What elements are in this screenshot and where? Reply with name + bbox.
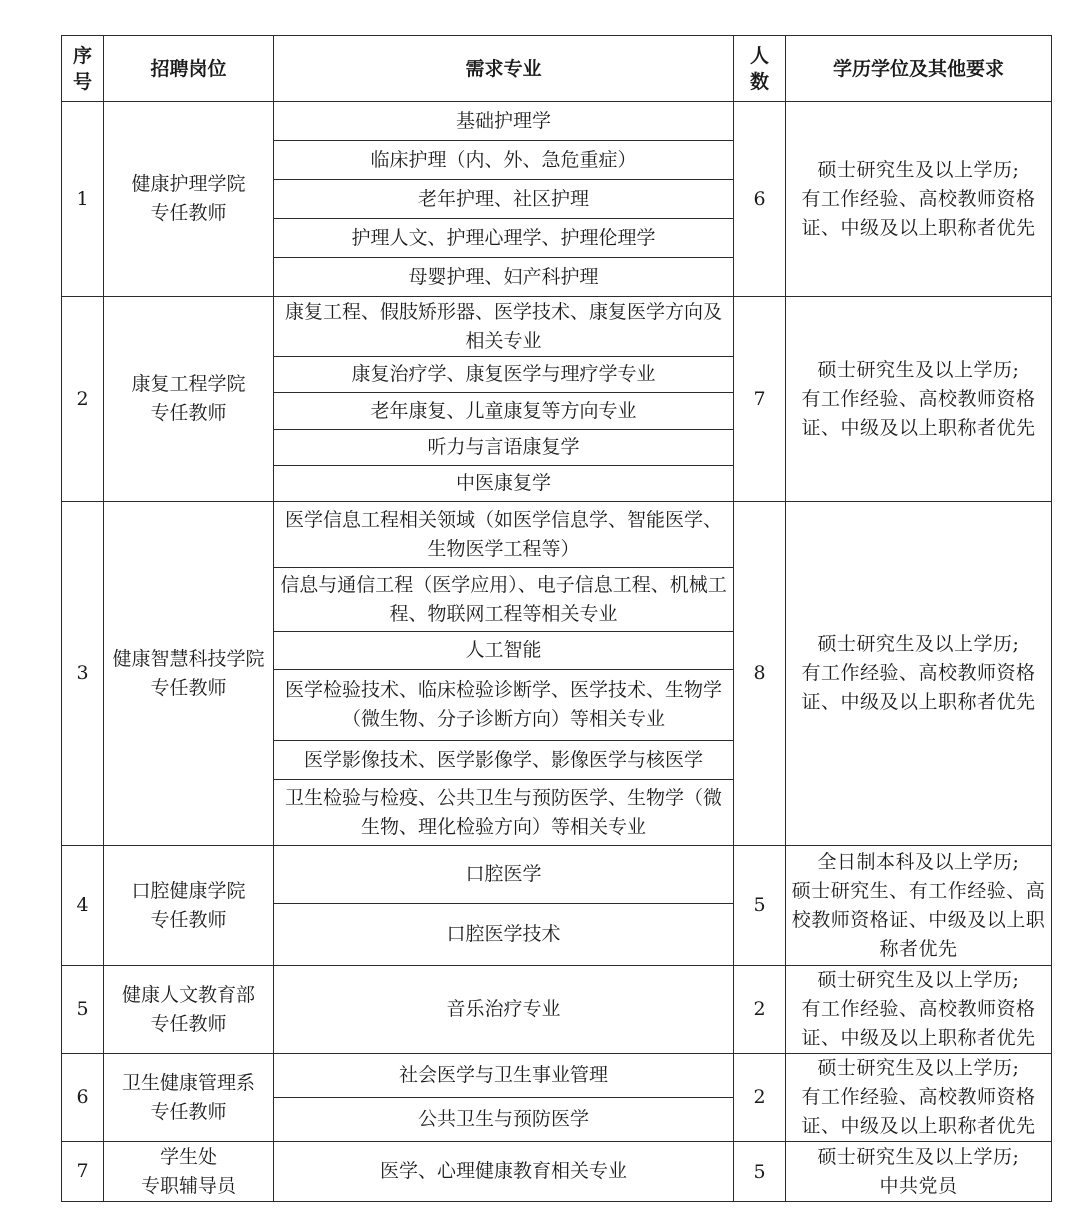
major-cell: 医学检验技术、临床检验诊断学、医学技术、生物学（微生物、分子诊断方向）等相关专业 [274,670,734,741]
table-row [62,1054,1052,1098]
major-cell: 母婴护理、妇产科护理 [274,258,734,297]
major-cell: 医学信息工程相关领域（如医学信息学、智能医学、生物医学工程等） [274,502,734,568]
header-major: 需求专业 [274,36,734,102]
row-no: 4 [62,846,104,966]
major-cell: 口腔医学 [274,846,734,904]
row-count: 5 [734,846,786,966]
row-count: 5 [734,1142,786,1202]
row-position: 健康人文教育部 专任教师 [104,966,274,1054]
row-requirements: 硕士研究生及以上学历; 有工作经验、高校教师资格证、中级及以上职称者优先 [786,502,1052,846]
row-position: 卫生健康管理系 专任教师 [104,1054,274,1142]
major-cell: 康复治疗学、康复医学与理疗学专业 [274,357,734,393]
row-position: 健康智慧科技学院 专任教师 [104,502,274,846]
table-row [62,846,1052,904]
table-header-row [62,36,1052,102]
row-count: 7 [734,297,786,502]
major-cell: 医学、心理健康教育相关专业 [274,1142,734,1202]
row-requirements: 硕士研究生及以上学历; 有工作经验、高校教师资格证、中级及以上职称者优先 [786,102,1052,297]
row-requirements: 全日制本科及以上学历; 硕士研究生、有工作经验、高校教师资格证、中级及以上职称者优先 [786,846,1052,966]
header-count: 人数 [734,36,786,102]
table-row [62,297,1052,357]
row-count: 8 [734,502,786,846]
row-requirements: 硕士研究生及以上学历; 有工作经验、高校教师资格证、中级及以上职称者优先 [786,966,1052,1054]
major-cell: 公共卫生与预防医学 [274,1098,734,1142]
row-no: 5 [62,966,104,1054]
row-no: 6 [62,1054,104,1142]
major-cell: 听力与言语康复学 [274,430,734,466]
row-requirements: 硕士研究生及以上学历; 有工作经验、高校教师资格证、中级及以上职称者优先 [786,297,1052,502]
table-row [62,966,1052,1054]
major-cell: 老年康复、儿童康复等方向专业 [274,393,734,430]
header-no: 序号 [62,36,104,102]
row-count: 6 [734,102,786,297]
major-cell: 基础护理学 [274,102,734,141]
row-count: 2 [734,1054,786,1142]
row-no: 2 [62,297,104,502]
major-cell: 信息与通信工程（医学应用）、电子信息工程、机械工程、物联网工程等相关专业 [274,568,734,632]
header-requirements: 学历学位及其他要求 [786,36,1052,102]
row-count: 2 [734,966,786,1054]
row-position: 口腔健康学院 专任教师 [104,846,274,966]
major-cell: 康复工程、假肢矫形器、医学技术、康复医学方向及相关专业 [274,297,734,357]
major-cell: 卫生检验与检疫、公共卫生与预防医学、生物学（微生物、理化检验方向）等相关专业 [274,780,734,846]
row-position: 学生处 专职辅导员 [104,1142,274,1202]
row-position: 康复工程学院 专任教师 [104,297,274,502]
major-cell: 中医康复学 [274,466,734,502]
major-cell: 社会医学与卫生事业管理 [274,1054,734,1098]
row-position: 健康护理学院 专任教师 [104,102,274,297]
row-no: 3 [62,502,104,846]
table-row [62,1142,1052,1202]
row-no: 7 [62,1142,104,1202]
major-cell: 口腔医学技术 [274,904,734,966]
row-no: 1 [62,102,104,297]
table-row [62,502,1052,568]
major-cell: 护理人文、护理心理学、护理伦理学 [274,219,734,258]
major-cell: 医学影像技术、医学影像学、影像医学与核医学 [274,741,734,780]
major-cell: 音乐治疗专业 [274,966,734,1054]
recruitment-table [61,35,1052,1202]
major-cell: 老年护理、社区护理 [274,180,734,219]
major-cell: 人工智能 [274,632,734,670]
row-requirements: 硕士研究生及以上学历; 有工作经验、高校教师资格证、中级及以上职称者优先 [786,1054,1052,1142]
major-cell: 临床护理（内、外、急危重症） [274,141,734,180]
table-row [62,102,1052,141]
row-requirements: 硕士研究生及以上学历; 中共党员 [786,1142,1052,1202]
header-position: 招聘岗位 [104,36,274,102]
